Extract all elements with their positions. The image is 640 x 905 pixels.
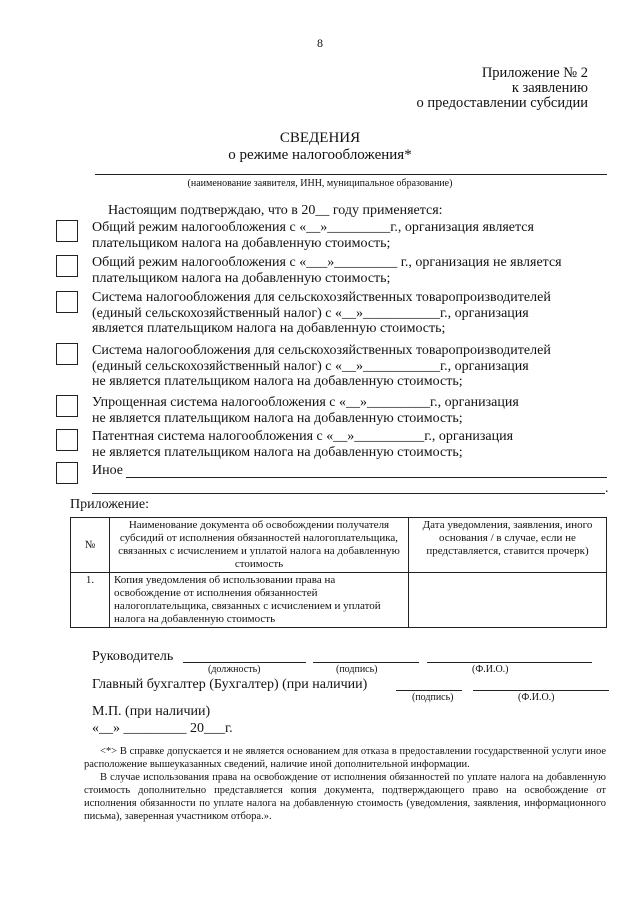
option-checkbox-3[interactable] <box>56 291 78 313</box>
stamp-label: М.П. (при наличии) <box>92 704 211 719</box>
header-date: Дата уведомления, заявления, иного основания / в случае, если не представляется, ставится прочерк) <box>409 518 607 573</box>
attachment-label: Приложение: <box>70 497 150 512</box>
table-header-row <box>71 518 607 573</box>
applicant-caption: (наименование заявителя, ИНН, муниципальное образование) <box>187 178 453 189</box>
applicant-line <box>95 174 607 175</box>
attachment-table <box>70 517 607 628</box>
option-text-4: Система налогообложения для сельскохозяйственных товаропроизводителей (единый сельскохозяйственный налог) с «__»___________г., организация не является плательщиком налога на добавленную стоимость; <box>92 343 551 389</box>
header-number: № <box>71 518 110 573</box>
accountant-signature-line <box>396 690 462 691</box>
position-caption: (должность) <box>208 664 261 675</box>
other-line-2 <box>92 493 605 494</box>
head-signature-line <box>313 662 419 663</box>
document-subtitle: о режиме налогообложения* <box>228 147 412 163</box>
option-checkbox-6[interactable] <box>56 429 78 451</box>
accountant-signature-caption: (подпись) <box>412 692 454 703</box>
cell-number: 1. <box>71 573 110 628</box>
option-text-other: Иное <box>92 463 123 478</box>
document-title: СВЕДЕНИЯ <box>279 130 361 146</box>
other-line-1 <box>126 477 607 478</box>
signature-caption: (подпись) <box>336 664 378 675</box>
accountant-name-line <box>473 690 609 691</box>
option-text-3: Система налогообложения для сельскохозяйственных товаропроизводителей (единый сельскохозяйственный налог) с «__»___________г., организация является плательщиком налога на добавленную стоимость; <box>92 290 551 336</box>
intro-text: Настоящим подтверждаю, что в 20__ году применяется: <box>108 203 443 218</box>
option-text-5: Упрощенная система налогообложения с «__»_________г., организация не является плательщиком налога на добавленную стоимость; <box>92 395 519 426</box>
head-position-line <box>183 662 306 663</box>
appendix-line-1: Приложение № 2 <box>481 65 588 81</box>
option-text-1: Общий режим налогообложения с «__»_________г., организация является плательщиком налога на добавленную стоимость; <box>92 220 534 251</box>
option-checkbox-4[interactable] <box>56 343 78 365</box>
cell-date <box>409 573 607 628</box>
page-number: 8 <box>317 36 323 50</box>
accountant-name-caption: (Ф.И.О.) <box>518 692 555 703</box>
option-checkbox-2[interactable] <box>56 255 78 277</box>
table-row <box>71 573 607 628</box>
head-label: Руководитель <box>92 649 174 664</box>
option-checkbox-5[interactable] <box>56 395 78 417</box>
footnote-1: <*> В справке допускается и не является основанием для отказа в предоставлении государственной услуги иное расположение вышеуказанных сведений, наличие иной дополнительной информации. <box>84 746 606 770</box>
appendix-line-2: к заявлению <box>511 80 588 96</box>
option-text-6: Патентная система налогообложения с «__»__________г., организация не является плательщиком налога на добавленную стоимость; <box>92 429 514 460</box>
header-document: Наименование документа об освобождении получателя субсидий от исполнения обязанностей налогоплательщика, связанных с исчислением и уплатой налога на добавленную стоимость <box>110 518 409 573</box>
appendix-line-3: о предоставлении субсидии <box>416 95 588 111</box>
option-text-2: Общий режим налогообложения с «___»_________ г., организация не является плательщиком налога на добавленную стоимость; <box>92 255 562 286</box>
option-checkbox-7[interactable] <box>56 462 78 484</box>
date-line: «__» _________ 20___г. <box>92 721 233 736</box>
name-caption: (Ф.И.О.) <box>472 664 509 675</box>
other-line-period: . <box>605 481 609 496</box>
option-checkbox-1[interactable] <box>56 220 78 242</box>
footnote-2: В случае использования права на освобождение от исполнения обязанностей по уплате налога на добавленную стоимость дополнительно представляется копия документа, подтверждающего право на освобождение от исполнения обязанности по уплате налога на добавленную стоимость (уведомления, заявления, информационного письма), заверенная участником отбора.». <box>84 772 606 822</box>
cell-document: Копия уведомления об использовании права на освобождение от исполнения обязанностей налогоплательщика, связанных с исчислением и уплатой налога на добавленную стоимость <box>110 573 409 628</box>
head-name-line <box>427 662 592 663</box>
accountant-label: Главный бухгалтер (Бухгалтер) (при наличии) <box>92 677 368 692</box>
